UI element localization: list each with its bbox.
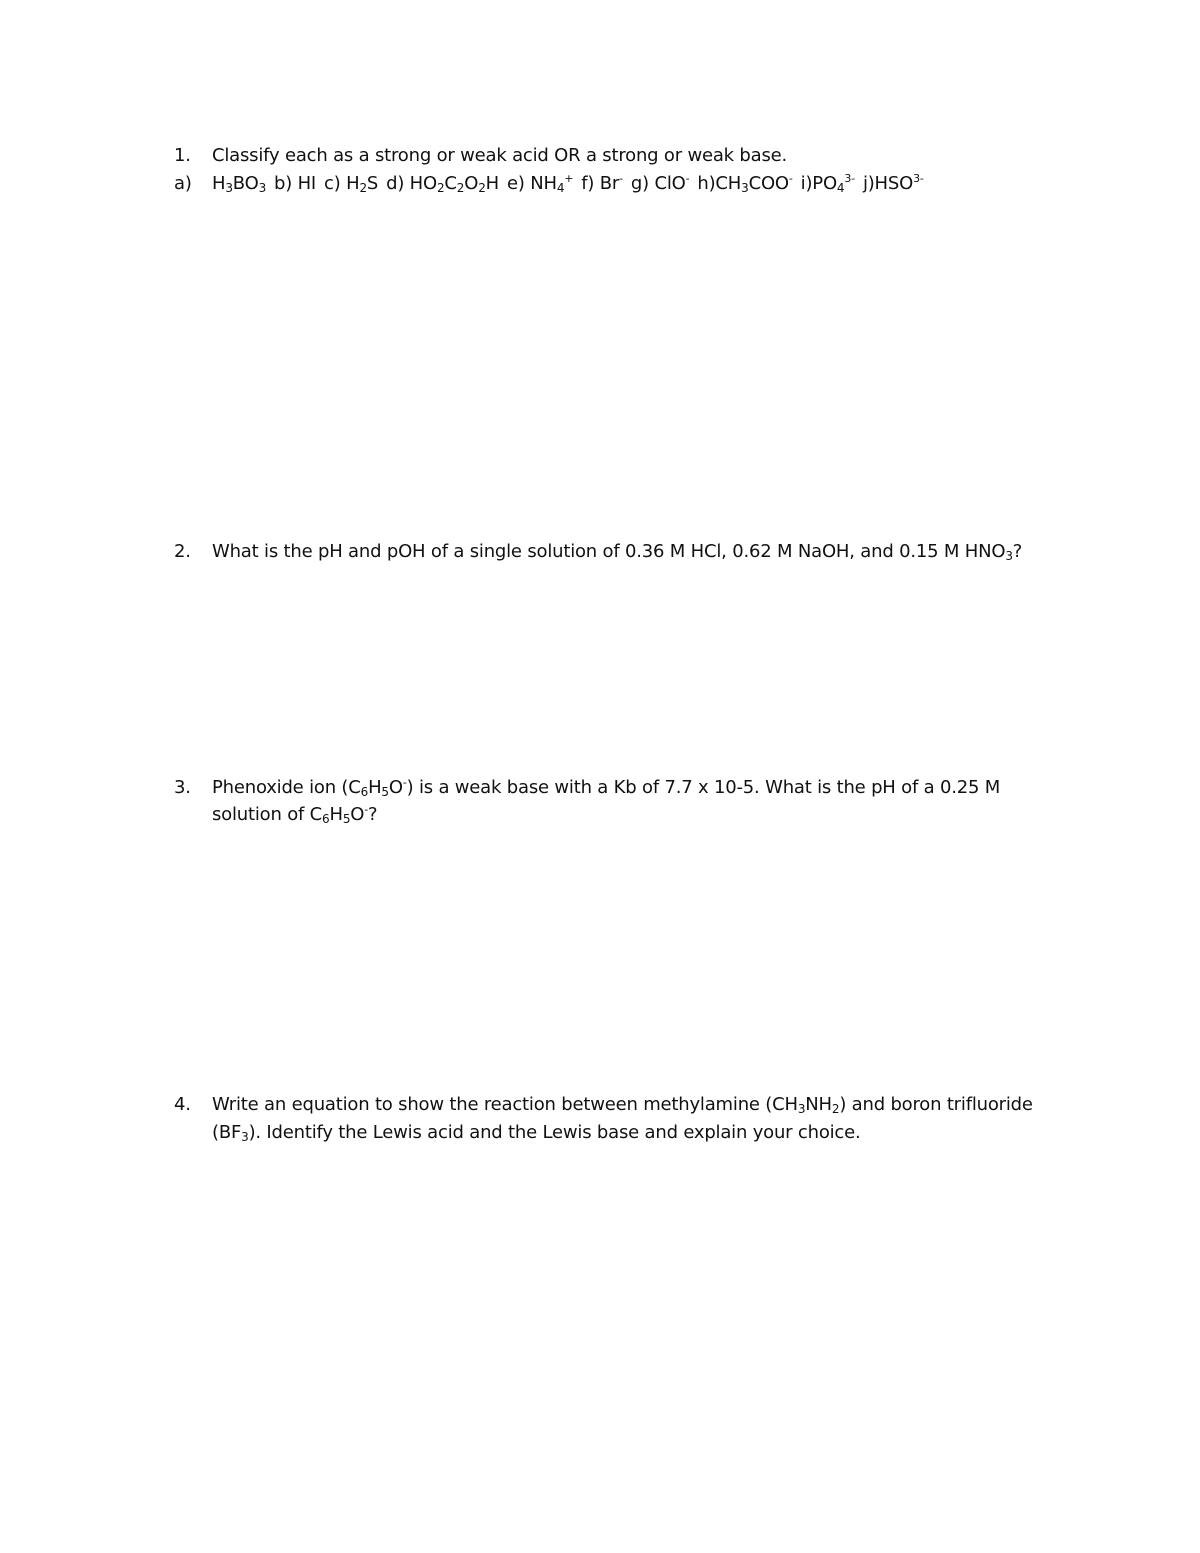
question-number: 1.: [174, 145, 191, 166]
question-number: 2.: [174, 541, 191, 562]
item-i: $i)PO_4^{3-}$: [800, 172, 855, 195]
question-text: What is the pH and pOH of a single solution of 0.36 M HCl, 0.62 M NaOH, and 0.15 M $HNO_3$?: [212, 541, 1023, 563]
question-text-line-2: solution of $C_6H_5O^-$?: [212, 803, 378, 826]
question-number: 3.: [174, 777, 191, 798]
item-h: $h)CH_3COO^-$: [697, 172, 793, 195]
item-d: d) $HO_2C_2O_2H$: [386, 173, 499, 195]
item-e: e) $NH_4^+$: [506, 172, 574, 195]
question-text-line-1: Phenoxide ion $(C_6H_5O^-)$ is a weak base with a Kb of 7.7 x 10-5. What is the pH of a 0.25 M: [212, 776, 1001, 799]
question-text-line-1: Write an equation to show the reaction between methylamine $(CH_3NH_2)$ and boron trifluoride: [212, 1094, 1033, 1116]
item-list-label: a): [174, 173, 192, 194]
item-list: [212, 172, 924, 196]
question-text-line-2: $(BF_3)$. Identify the Lewis acid and the Lewis base and explain your choice.: [212, 1122, 861, 1144]
item-f: f) Br-: [581, 172, 623, 194]
item-c: c) $H_2S$: [324, 173, 379, 195]
item-b: b) HI: [274, 173, 317, 194]
question-number: 4.: [174, 1094, 191, 1115]
question-text: Classify each as a strong or weak acid OR a strong or weak base.: [212, 145, 788, 166]
item-g: g) ClO-: [630, 172, 690, 194]
item-j: $j)HSO^{3-}$: [862, 172, 924, 194]
item-a: $H_3BO_3$: [212, 173, 267, 195]
